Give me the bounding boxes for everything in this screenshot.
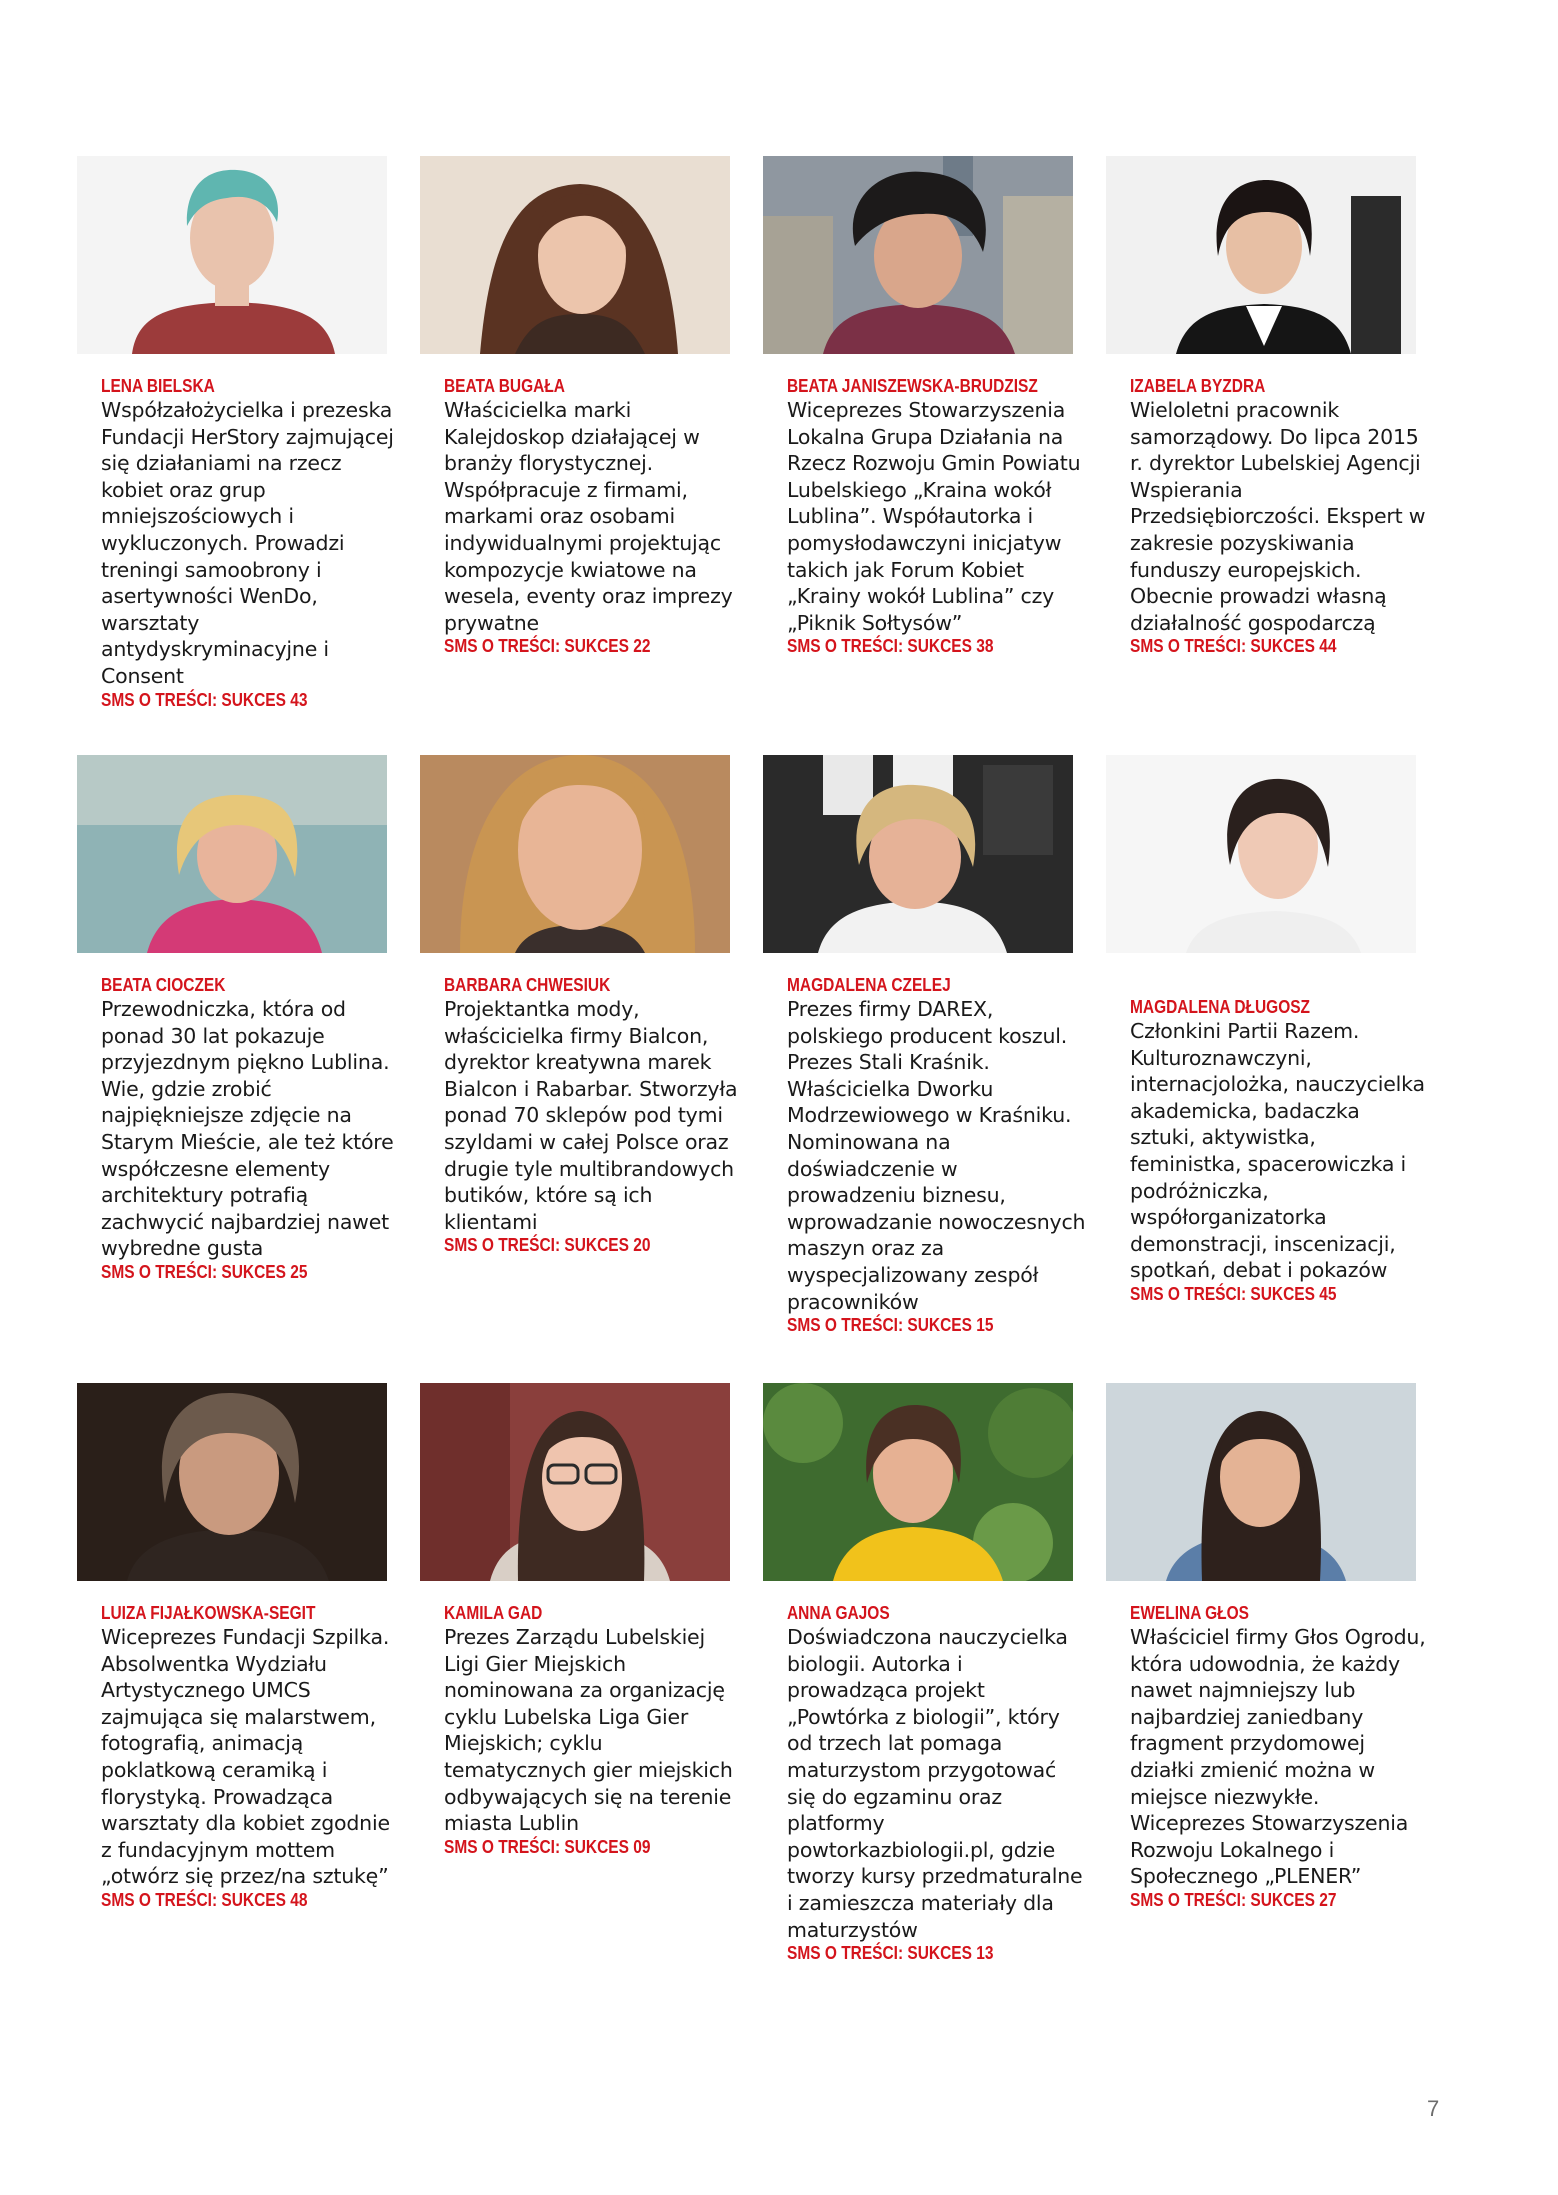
sms-code: SMS O TREŚCI: SUKCES 43 [101, 689, 308, 710]
person-bio: Członkini Partii Razem. Kulturoznawczyni, internacjolożka, nauczycielka akademicka, badaczka sztuki, aktywistka, feministka, spacerowiczka i podróżniczka, współorganizatorka demonstracji, inscenizacji, spotkań, debat i pokazów [1130, 1019, 1425, 1283]
profile-card [763, 1383, 1083, 1964]
person-bio: Prezes firmy DAREX, polskiego producent koszul. Prezes Stali Kraśnik. Właścicielka Dworku Modrzewiowego w Kraśniku. Nominowana na doświadczenie w prowadzeniu biznesu, wprowadzanie nowoczesnych maszyn oraz za wyspecjalizowany zespół pracowników [787, 997, 1086, 1314]
person-bio: Projektantka mody, właścicielka firmy Bialcon, dyrektor kreatywna marek Bialcon i Rabarbar. Stworzyła ponad 70 sklepów pod tymi szyldami w całej Polsce oraz drugie tyle multibrandowych butików, które są ich klientami [444, 997, 738, 1234]
portrait-image [77, 1383, 387, 1581]
portrait-image [1106, 755, 1416, 953]
sms-code: SMS O TREŚCI: SUKCES 45 [1130, 1283, 1337, 1304]
profile-photo [763, 755, 1073, 953]
profile-card [1106, 156, 1426, 657]
person-name: IZABELA BYZDRA [1130, 376, 1266, 396]
person-name: MAGDALENA DŁUGOSZ [1130, 997, 1311, 1017]
person-name: MAGDALENA CZELEJ [787, 975, 951, 995]
person-bio: Właściciel firmy Głos Ogrodu, która udowodnia, że każdy nawet najmniejszy lub najbardziej zaniedbany fragment przydomowej działki zmienić można w miejsce niezwykłe. Wiceprezes Stowarzyszenia Rozwoju Lokalnego i Społecznego „PLENER” [1130, 1625, 1426, 1889]
person-bio: Prezes Zarządu Lubelskiej Ligi Gier Miejskich nominowana za organizację cyklu Lubelska Liga Gier Miejskich; cyklu tematycznych gier miejskich odbywających się na terenie miasta Lublin [444, 1625, 733, 1836]
profile-card [420, 1383, 732, 1858]
portrait-image [420, 156, 730, 354]
sms-code: SMS O TREŚCI: SUKCES 44 [1130, 636, 1337, 657]
person-bio: Przewodniczka, która od ponad 30 lat pokazuje przyjezdnym piękno Lublina. Wie, gdzie zrobić najpiękniejsze zdjęcie na Starym Mieście, ale też które współczesne elementy architektury potrafią zachwycić najbardziej nawet wybredne gusta [101, 997, 394, 1261]
profile-photo [420, 755, 730, 953]
person-bio: Wiceprezes Stowarzyszenia Lokalna Grupa Działania na Rzecz Rozwoju Gmin Powiatu Lubelskiego „Kraina wokół Lublina”. Współautorka i pomysłodawczyni inicjatyw takich jak Forum Kobiet „Krainy wokół Lublina” czy „Piknik Sołtysów” [787, 398, 1081, 635]
sms-code: SMS O TREŚCI: SUKCES 22 [444, 636, 651, 657]
profile-card [77, 755, 394, 1283]
profile-photo [77, 755, 387, 953]
profile-card [1106, 1383, 1426, 1911]
person-bio: Wiceprezes Fundacji Szpilka. Absolwentka Wydziału Artystycznego UMCS zajmująca się malarstwem, fotografią, animacją poklatkową ceramiką i florystyką. Prowadząca warsztaty dla kobiet zgodnie z fundacyjnym mottem „otwórz się przez/na sztukę” [101, 1625, 390, 1889]
person-bio: Wieloletni pracownik samorządowy. Do lipca 2015 r. dyrektor Lubelskiej Agencji Wspierania Przedsiębiorczości. Ekspert w zakresie pozyskiwania funduszy europejskich. Obecnie prowadzi własną działalność gospodarczą [1130, 398, 1426, 635]
person-name: BARBARA CHWESIUK [444, 975, 611, 995]
profile-photo [1106, 1383, 1416, 1581]
portrait-image [77, 755, 387, 953]
sms-code: SMS O TREŚCI: SUKCES 48 [101, 1889, 308, 1910]
sms-code: SMS O TREŚCI: SUKCES 09 [444, 1836, 651, 1857]
sms-code: SMS O TREŚCI: SUKCES 15 [787, 1315, 994, 1336]
profile-card [420, 755, 738, 1256]
person-bio: Właścicielka marki Kalejdoskop działającej w branży florystycznej. Współpracuje z firmami, markami oraz osobami indywidualnymi projektując kompozycje kwiatowe na wesela, eventy oraz imprezy prywatne [444, 398, 733, 635]
person-name: BEATA BUGAŁA [444, 376, 565, 396]
person-bio: Doświadczona nauczycielka biologii. Autorka i prowadząca projekt „Powtórka z biologii”, który od trzech lat pomaga maturzystom przygotować się do egzaminu oraz platformy powtorkazbiologii.pl, gdzie tworzy kursy przedmaturalne i zamieszcza materiały dla maturzystów [787, 1625, 1083, 1942]
sms-code: SMS O TREŚCI: SUKCES 25 [101, 1261, 308, 1282]
profile-photo [420, 156, 730, 354]
profile-photo [77, 156, 387, 354]
person-name: BEATA CIOCZEK [101, 975, 226, 995]
profile-photo [77, 1383, 387, 1581]
page-number: 7 [1427, 2096, 1440, 2121]
sms-code: SMS O TREŚCI: SUKCES 13 [787, 1943, 994, 1964]
sms-code: SMS O TREŚCI: SUKCES 38 [787, 636, 994, 657]
profile-photo [763, 156, 1073, 354]
profile-photo [420, 1383, 730, 1581]
portrait-image [1106, 156, 1416, 354]
person-name: EWELINA GŁOS [1130, 1603, 1249, 1623]
profile-card [77, 156, 394, 711]
profile-photo [1106, 156, 1416, 354]
profile-photo [763, 1383, 1073, 1581]
portrait-image [763, 755, 1073, 953]
person-name: LUIZA FIJAŁKOWSKA-SEGIT [101, 1603, 316, 1623]
profile-card [763, 156, 1081, 657]
portrait-image [1106, 1383, 1416, 1581]
sms-code: SMS O TREŚCI: SUKCES 27 [1130, 1889, 1337, 1910]
person-name: KAMILA GAD [444, 1603, 543, 1623]
person-name: LENA BIELSKA [101, 376, 215, 396]
profile-card [1106, 755, 1425, 1305]
sms-code: SMS O TREŚCI: SUKCES 20 [444, 1235, 651, 1256]
profile-photo [1106, 755, 1416, 953]
portrait-image [763, 1383, 1073, 1581]
person-bio: Współzałożycielka i prezeska Fundacji HerStory zajmującej się działaniami na rzecz kobiet oraz grup mniejszościowych i wykluczonych. Prowadzi treningi samoobrony i asertywności WenDo, warsztaty antydyskryminacyjne i Consent [101, 398, 394, 688]
profile-card [763, 755, 1086, 1336]
profile-card [420, 156, 732, 657]
profile-card [77, 1383, 389, 1911]
person-name: BEATA JANISZEWSKA-BRUDZISZ [787, 376, 1038, 396]
portrait-image [420, 755, 730, 953]
person-name: ANNA GAJOS [787, 1603, 890, 1623]
portrait-image [77, 156, 387, 354]
portrait-image [763, 156, 1073, 354]
portrait-image [420, 1383, 730, 1581]
